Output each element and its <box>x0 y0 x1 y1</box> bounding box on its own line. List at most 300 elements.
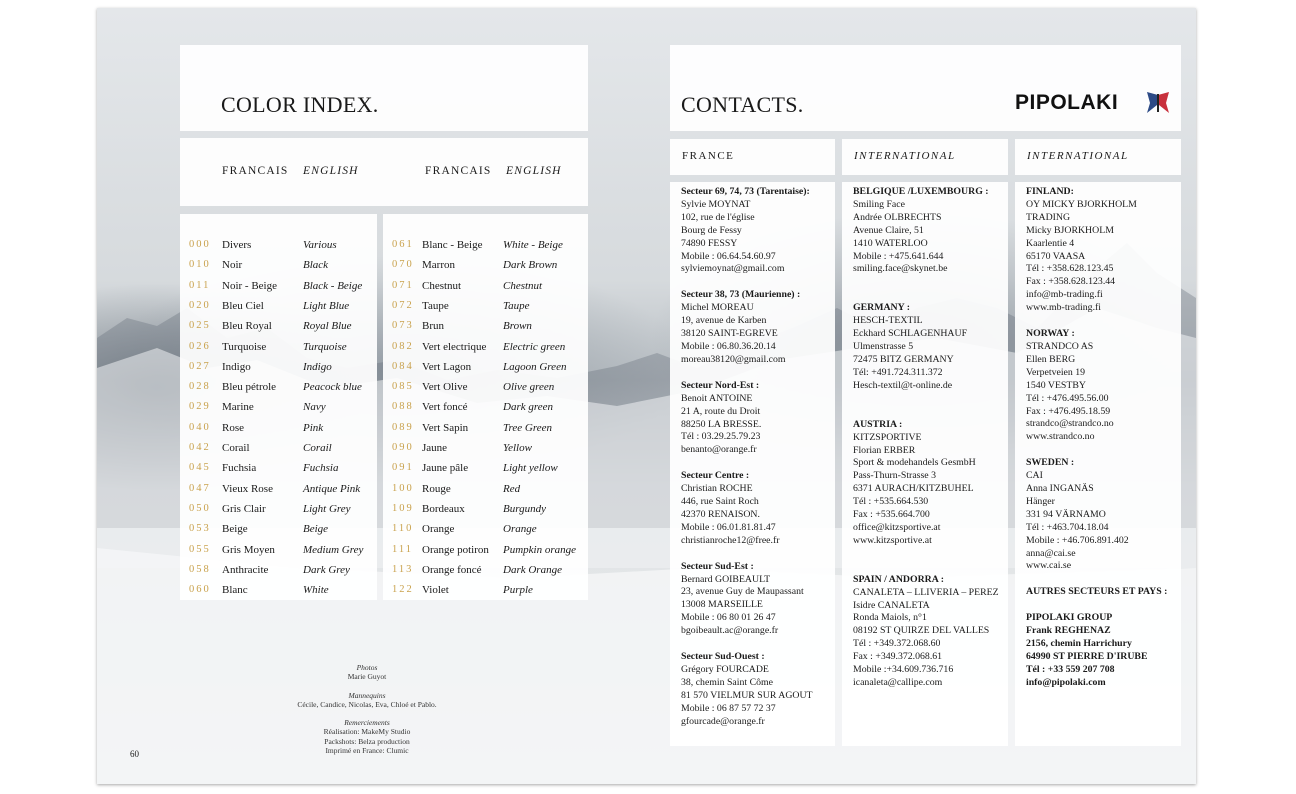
color-code: 060 <box>189 584 211 596</box>
pipolaki-logo <box>1015 91 1175 117</box>
color-name-fr: Vieux Rose <box>222 482 273 495</box>
contact-heading: SPAIN / ANDORRA : <box>853 573 944 585</box>
color-name-fr: Bleu pétrole <box>222 381 277 394</box>
contact-line: Verpetveien 19 <box>1026 366 1086 378</box>
logo-wordmark: PIPOLAKI <box>1015 91 1119 114</box>
contact-line: STRANDCO AS <box>1026 340 1094 352</box>
color-name-fr: Violet <box>422 584 449 597</box>
contact-line: 81 570 VIELMUR SUR AGOUT <box>681 689 813 701</box>
contact-line: Tél: +491.724.311.372 <box>853 366 943 378</box>
color-name-en: Pink <box>303 421 324 434</box>
contact-line: 64990 ST PIERRE D'IRUBE <box>1026 651 1148 662</box>
color-name-fr: Brun <box>422 320 444 333</box>
color-name-en: Peacock blue <box>303 381 362 394</box>
contacts-international-2 <box>1026 186 1167 703</box>
contact-line: Mobile : 06 87 57 72 37 <box>681 702 776 714</box>
color-index-title-panel <box>180 45 588 131</box>
color-name-fr: Jaune <box>422 442 448 454</box>
contact-line: Eckhard SCHLAGENHAUF <box>853 328 968 340</box>
contact-line: Mobile : +475.641.644 <box>853 250 944 262</box>
color-name-en: Light Grey <box>303 502 351 515</box>
color-code: 045 <box>189 462 211 474</box>
contact-line: Ulmenstrasse 5 <box>853 341 914 353</box>
color-row <box>392 544 582 564</box>
contact-line[interactable]: Hesch-textil@t-online.de <box>853 379 953 391</box>
contact-line[interactable]: moreau38120@gmail.com <box>681 353 786 365</box>
color-name-en: Various <box>303 239 337 251</box>
color-code: 090 <box>392 442 414 453</box>
contact-line: Andrée OLBRECHTS <box>853 211 942 223</box>
color-name-en: Taupe <box>503 299 530 312</box>
color-list-right <box>383 214 588 600</box>
color-row <box>189 239 379 259</box>
contact-line: Tél : +358.628.123.45 <box>1026 263 1114 275</box>
color-name-fr: Bordeaux <box>422 502 465 515</box>
color-row <box>189 442 379 462</box>
color-row <box>392 320 582 340</box>
color-code: 084 <box>392 360 414 372</box>
contact-line: Bernard GOIBEAULT <box>681 573 771 585</box>
color-name-fr: Corail <box>222 442 250 454</box>
contact-heading: Secteur Sud-Ouest : <box>681 651 765 663</box>
color-name-en: Light Blue <box>303 299 350 312</box>
contact-line: CAI <box>1026 470 1043 482</box>
color-row <box>189 401 379 421</box>
header-france: FRANCE <box>682 150 735 162</box>
contact-line: 74890 FESSY <box>681 237 738 249</box>
color-name-fr: Orange foncé <box>422 563 482 576</box>
credits-text: Marie Guyot <box>347 672 387 682</box>
color-code: 040 <box>189 421 211 433</box>
color-name-en: Yellow <box>503 442 532 454</box>
color-list-left <box>180 214 377 600</box>
contact-line: 72475 BITZ GERMANY <box>853 353 954 365</box>
color-name-fr: Vert Sapin <box>422 421 469 434</box>
header-international: INTERNATIONAL <box>854 150 956 162</box>
contact-line: Sylvie MOYNAT <box>681 198 751 210</box>
contact-line: Isidre CANALETA <box>853 599 930 611</box>
color-row <box>392 442 582 462</box>
contact-line: Tél : +535.664.530 <box>853 496 929 508</box>
color-code: 070 <box>392 259 414 271</box>
contact-line: Mobile : 06.80.36.20.14 <box>681 340 776 352</box>
contact-heading: AUTRES SECTEURS ET PAYS : <box>1026 586 1168 598</box>
color-row <box>392 239 582 259</box>
color-code: 010 <box>189 259 211 271</box>
contact-line: 21 A, route du Droit <box>681 405 761 417</box>
color-row <box>392 280 582 300</box>
color-row <box>189 564 379 584</box>
color-name-fr: Jaune pâle <box>422 462 469 475</box>
color-name-fr: Chestnut <box>422 279 462 292</box>
credits-text: Cécile, Candice, Nicolas, Eva, Chloé et Pablo. <box>297 699 437 709</box>
color-code: 091 <box>392 462 414 474</box>
color-name-fr: Anthracite <box>222 563 269 576</box>
color-name-en: Dark Grey <box>303 563 350 576</box>
contact-line[interactable]: info@mb-trading.fi <box>1026 289 1103 301</box>
contact-line: 6371 AURACH/KITZBUHEL <box>853 483 974 495</box>
header-francais: FRANCAIS <box>222 165 289 177</box>
color-name-en: Dark Brown <box>503 259 558 272</box>
contact-line[interactable]: gfourcade@orange.fr <box>681 715 765 727</box>
contact-line: 13008 MARSEILLE <box>681 599 763 611</box>
contacts-france-panel <box>670 182 835 746</box>
contacts-intl2-panel <box>1015 182 1181 746</box>
color-row <box>189 523 379 543</box>
contact-line: Mobile :+34.609.736.716 <box>853 664 954 676</box>
contact-line: 446, rue Saint Roch <box>681 496 759 508</box>
color-name-en: Beige <box>303 523 329 536</box>
color-row <box>392 341 582 361</box>
color-code: 072 <box>392 299 414 311</box>
color-name-fr: Vert Olive <box>422 381 468 394</box>
contact-line[interactable]: www.strandco.no <box>1026 431 1095 443</box>
contact-line: HESCH-TEXTIL <box>853 315 923 327</box>
color-row <box>392 483 582 503</box>
contact-line: 65170 VAASA <box>1026 250 1086 262</box>
color-name-fr: Orange <box>422 523 455 536</box>
color-code: 055 <box>189 543 211 555</box>
contact-heading: AUSTRIA : <box>853 418 903 430</box>
contact-line: Avenue Claire, 51 <box>853 224 924 236</box>
color-name-en: Tree Green <box>503 421 552 434</box>
color-name-fr: Marron <box>422 259 455 272</box>
contacts-header-france <box>670 139 835 175</box>
color-row <box>189 503 379 523</box>
header-english: ENGLISH <box>303 165 359 177</box>
credits-text: Réalisation: MakeMy Studio <box>323 727 411 737</box>
credits <box>267 663 467 755</box>
contact-block <box>681 651 813 728</box>
contact-line: Mobile : +46.706.891.402 <box>1026 534 1129 546</box>
color-name-fr: Rose <box>222 421 244 434</box>
color-name-fr: Marine <box>222 401 254 414</box>
contact-block <box>1026 586 1167 599</box>
color-code: 000 <box>189 239 211 250</box>
color-code: 089 <box>392 421 414 433</box>
contact-line[interactable]: smiling.face@skynet.be <box>853 263 948 275</box>
contact-line: Fax : +476.495.18.59 <box>1026 405 1111 417</box>
contact-line: 08192 ST QUIRZE DEL VALLES <box>853 625 990 637</box>
contact-line[interactable]: sylviemoynat@gmail.com <box>681 263 785 275</box>
color-index-header-panel <box>180 138 588 206</box>
color-row <box>392 564 582 584</box>
catalog-spread <box>97 8 1196 784</box>
contact-line: Grégory FOURCADE <box>681 664 769 675</box>
color-name-fr: Gris Moyen <box>222 543 275 556</box>
color-code: 071 <box>392 279 414 291</box>
color-name-fr: Turquoise <box>222 340 267 353</box>
contact-line[interactable]: bgoibeault.ac@orange.fr <box>681 625 779 637</box>
contact-line: CANALETA – LLIVERIA – PEREZ <box>853 586 999 598</box>
contact-heading: NORWAY : <box>1026 328 1075 340</box>
color-name-fr: Beige <box>222 523 248 536</box>
color-name-fr: Taupe <box>422 299 449 312</box>
contact-line: 38120 SAINT-EGREVE <box>681 328 778 340</box>
color-code: 026 <box>189 340 211 352</box>
color-row <box>189 462 379 482</box>
color-row <box>392 259 582 279</box>
contact-line: Bourg de Fessy <box>681 224 742 236</box>
contact-line: 23, avenue Guy de Maupassant <box>681 586 804 598</box>
color-name-en: Lagoon Green <box>503 360 567 373</box>
contact-line[interactable]: office@kitzsportive.at <box>853 521 941 533</box>
contact-line: TRADING <box>1026 211 1071 223</box>
contact-block <box>681 380 813 457</box>
color-code: 027 <box>189 360 211 372</box>
color-name-fr: Bleu Royal <box>222 320 272 333</box>
color-code: 029 <box>189 401 211 413</box>
color-row <box>189 259 379 279</box>
color-row <box>392 381 582 401</box>
contacts-france <box>681 186 813 742</box>
contact-line: Tél : +463.704.18.04 <box>1026 521 1109 533</box>
color-row <box>189 341 379 361</box>
contact-heading: Secteur Centre : <box>681 470 750 482</box>
color-name-en: Brown <box>503 320 532 333</box>
contact-block <box>1026 186 1167 315</box>
contact-line: Fax : +358.628.123.44 <box>1026 276 1116 288</box>
contact-line: Micky BJORKHOLM <box>1026 224 1114 236</box>
contact-block <box>681 186 813 276</box>
contact-line: Tél : +33 559 207 708 <box>1026 663 1115 675</box>
contact-line: Hänger <box>1026 495 1055 507</box>
color-code: 020 <box>189 299 211 311</box>
color-code: 053 <box>189 523 211 535</box>
color-name-en: Royal Blue <box>303 320 352 333</box>
color-name-fr: Orange potiron <box>422 543 489 556</box>
color-name-fr: Noir - Beige <box>222 279 277 292</box>
color-row <box>189 483 379 503</box>
contact-block <box>1026 328 1167 444</box>
contact-heading: Secteur Nord-Est : <box>681 379 760 391</box>
contact-heading: SWEDEN : <box>1026 457 1075 469</box>
contact-line: Benoit ANTOINE <box>681 392 753 404</box>
color-name-fr: Vert electrique <box>422 340 487 353</box>
color-name-fr: Rouge <box>422 482 451 495</box>
contact-line: Mobile : 06.64.54.60.97 <box>681 250 776 262</box>
color-name-fr: Bleu Ciel <box>222 299 264 312</box>
contact-line: 19, avenue de Karben <box>681 315 767 327</box>
color-row <box>392 503 582 523</box>
contact-block <box>681 561 813 638</box>
color-code: 100 <box>392 482 414 494</box>
color-name-en: Burgundy <box>503 502 546 515</box>
color-name-fr: Blanc - Beige <box>422 239 483 251</box>
color-code: 111 <box>392 543 413 555</box>
color-row <box>392 584 582 604</box>
color-name-en: Black <box>303 259 329 272</box>
color-row <box>189 280 379 300</box>
contact-line: Smiling Face <box>853 198 905 210</box>
color-row <box>189 361 379 381</box>
contact-line: 1410 WATERLOO <box>853 237 928 249</box>
contact-line: Michel MOREAU <box>681 302 754 314</box>
contact-line[interactable]: icanaleta@callipe.com <box>853 677 943 688</box>
color-row <box>189 320 379 340</box>
color-name-fr: Divers <box>222 239 252 251</box>
color-code: 011 <box>189 279 211 291</box>
color-row <box>189 381 379 401</box>
contact-line: 331 94 VÄRNAMO <box>1026 508 1106 520</box>
color-name-en: Black - Beige <box>303 279 363 292</box>
color-name-fr: Blanc <box>222 584 248 597</box>
color-code: 028 <box>189 381 211 393</box>
contact-block <box>681 470 813 547</box>
color-code: 042 <box>189 442 211 453</box>
header-international: INTERNATIONAL <box>1027 150 1129 162</box>
color-name-en: Pumpkin orange <box>503 543 577 556</box>
color-row <box>189 544 379 564</box>
color-code: 050 <box>189 502 211 514</box>
color-name-en: Light yellow <box>503 462 558 475</box>
color-code: 085 <box>392 381 414 393</box>
credits-text: Packshots: Belza production <box>324 736 410 746</box>
color-name-en: Dark green <box>503 401 553 414</box>
contact-line: Tél : +476.495.56.00 <box>1026 392 1109 404</box>
contact-block <box>681 289 813 366</box>
contact-line[interactable]: benanto@orange.fr <box>681 444 757 456</box>
contact-line: Anna INGANÄS <box>1026 483 1094 495</box>
color-name-fr: Gris Clair <box>222 502 266 515</box>
color-code: 061 <box>392 239 414 250</box>
color-code: 109 <box>392 502 414 514</box>
contacts-header-intl2 <box>1015 139 1181 175</box>
contact-line: Tél : +349.372.068.60 <box>853 638 941 650</box>
contact-line: Kaarlentie 4 <box>1026 237 1075 249</box>
color-code: 113 <box>392 563 414 575</box>
contact-heading: PIPOLAKI GROUP <box>1026 612 1113 624</box>
color-name-fr: Vert Lagon <box>422 360 472 373</box>
contact-line: Mobile : 06 80 01 26 47 <box>681 612 776 624</box>
color-row <box>392 422 582 442</box>
color-row <box>189 584 379 604</box>
color-name-en: White - Beige <box>503 239 563 251</box>
color-row <box>392 361 582 381</box>
contact-line: Frank REGHENAZ <box>1026 625 1111 637</box>
credits-label: Remerciements <box>344 718 390 728</box>
credits-label: Mannequins <box>348 690 386 700</box>
contact-line: 88250 LA BRESSE. <box>681 418 762 430</box>
color-name-en: Fuchsia <box>303 462 339 475</box>
contacts-header-intl1 <box>842 139 1008 175</box>
contact-line: Ronda Maiols, n°1 <box>853 612 927 624</box>
contact-heading: Secteur 38, 73 (Maurienne) : <box>681 289 801 301</box>
contact-line: 38, chemin Saint Côme <box>681 676 773 688</box>
contact-block <box>1026 457 1167 573</box>
contact-line: OY MICKY BJORKHOLM <box>1026 198 1137 210</box>
contact-heading: GERMANY : <box>853 302 911 314</box>
contact-line: Fax : +349.372.068.61 <box>853 651 943 663</box>
color-code: 088 <box>392 401 414 413</box>
color-name-en: Electric green <box>503 340 566 353</box>
contacts-international-1 <box>853 186 999 703</box>
color-name-en: White <box>303 584 329 597</box>
contacts-title-panel <box>670 45 1181 131</box>
page-title: CONTACTS. <box>681 92 804 117</box>
contact-line: Mobile : 06.01.81.81.47 <box>681 521 776 533</box>
contact-block <box>853 186 999 276</box>
contact-line[interactable]: anna@cai.se <box>1026 547 1076 559</box>
contact-line: Ellen BERG <box>1026 353 1076 365</box>
contact-line: 2156, chemin Harrichury <box>1026 638 1132 650</box>
contact-line[interactable]: strandco@strandco.no <box>1026 418 1114 430</box>
page-number: 60 <box>130 749 139 759</box>
contact-line: 1540 VESTBY <box>1026 379 1086 391</box>
contact-line: Christian ROCHE <box>681 483 753 495</box>
contact-heading: Secteur 69, 74, 73 (Tarentaise): <box>681 186 810 197</box>
contact-heading: Secteur Sud-Est : <box>681 560 754 572</box>
contact-line[interactable]: www.cai.se <box>1026 560 1072 572</box>
contact-line: Pass-Thurn-Strasse 3 <box>853 470 936 482</box>
color-name-fr: Fuchsia <box>222 462 257 475</box>
color-name-en: Orange <box>503 523 537 536</box>
color-name-en: Indigo <box>303 360 332 373</box>
contact-heading: BELGIQUE /LUXEMBOURG : <box>853 186 989 197</box>
contact-line: Florian ERBER <box>853 444 916 456</box>
contact-line[interactable]: info@pipolaki.com <box>1026 676 1106 688</box>
contact-line: 102, rue de l'église <box>681 211 755 223</box>
color-name-en: Antique Pink <box>303 482 361 495</box>
page-title: COLOR INDEX. <box>221 92 379 117</box>
contact-block <box>853 574 999 690</box>
color-code: 058 <box>189 563 211 575</box>
color-name-fr: Noir <box>222 259 243 272</box>
color-name-en: Turquoise <box>303 340 347 353</box>
contact-line: 42370 RENAISON. <box>681 508 760 520</box>
color-name-en: Medium Grey <box>303 543 364 556</box>
color-name-en: Corail <box>303 442 332 454</box>
contact-line: Fax : +535.664.700 <box>853 509 930 521</box>
color-name-en: Dark Orange <box>503 563 562 576</box>
credits-text: Imprimé en France: Clumic <box>325 746 409 756</box>
color-name-en: Olive green <box>503 381 555 394</box>
contact-block <box>853 419 999 548</box>
color-code: 073 <box>392 320 414 332</box>
contact-line[interactable]: www.mb-trading.fi <box>1026 302 1102 314</box>
color-name-en: Navy <box>303 401 326 414</box>
color-row <box>189 422 379 442</box>
contact-block <box>853 302 999 392</box>
color-row <box>392 462 582 482</box>
contact-heading: FINLAND: <box>1026 186 1074 197</box>
color-code: 082 <box>392 340 414 352</box>
color-name-fr: Vert foncé <box>422 401 468 414</box>
color-name-en: Chestnut <box>503 279 543 292</box>
color-code: 122 <box>392 584 414 596</box>
color-code: 110 <box>392 523 414 535</box>
color-code: 047 <box>189 482 211 494</box>
color-row <box>189 300 379 320</box>
color-name-en: Purple <box>503 584 533 597</box>
color-row <box>392 401 582 421</box>
color-code: 025 <box>189 320 211 332</box>
contact-line[interactable]: www.kitzsportive.at <box>853 534 932 546</box>
header-francais: FRANCAIS <box>425 165 492 177</box>
credits-label: Photos <box>356 663 378 672</box>
color-name-fr: Indigo <box>222 360 251 373</box>
contact-line: Tél : 03.29.25.79.23 <box>681 431 761 443</box>
contacts-intl1-panel <box>842 182 1008 746</box>
color-name-en: Red <box>503 482 521 495</box>
contact-line: Sport & modehandels GesmbH <box>853 457 976 469</box>
contact-line: KITZSPORTIVE <box>853 431 922 443</box>
color-row <box>392 523 582 543</box>
contact-block <box>1026 612 1167 689</box>
color-row <box>392 300 582 320</box>
header-english: ENGLISH <box>506 165 562 177</box>
contact-line[interactable]: christianroche12@free.fr <box>681 534 780 546</box>
